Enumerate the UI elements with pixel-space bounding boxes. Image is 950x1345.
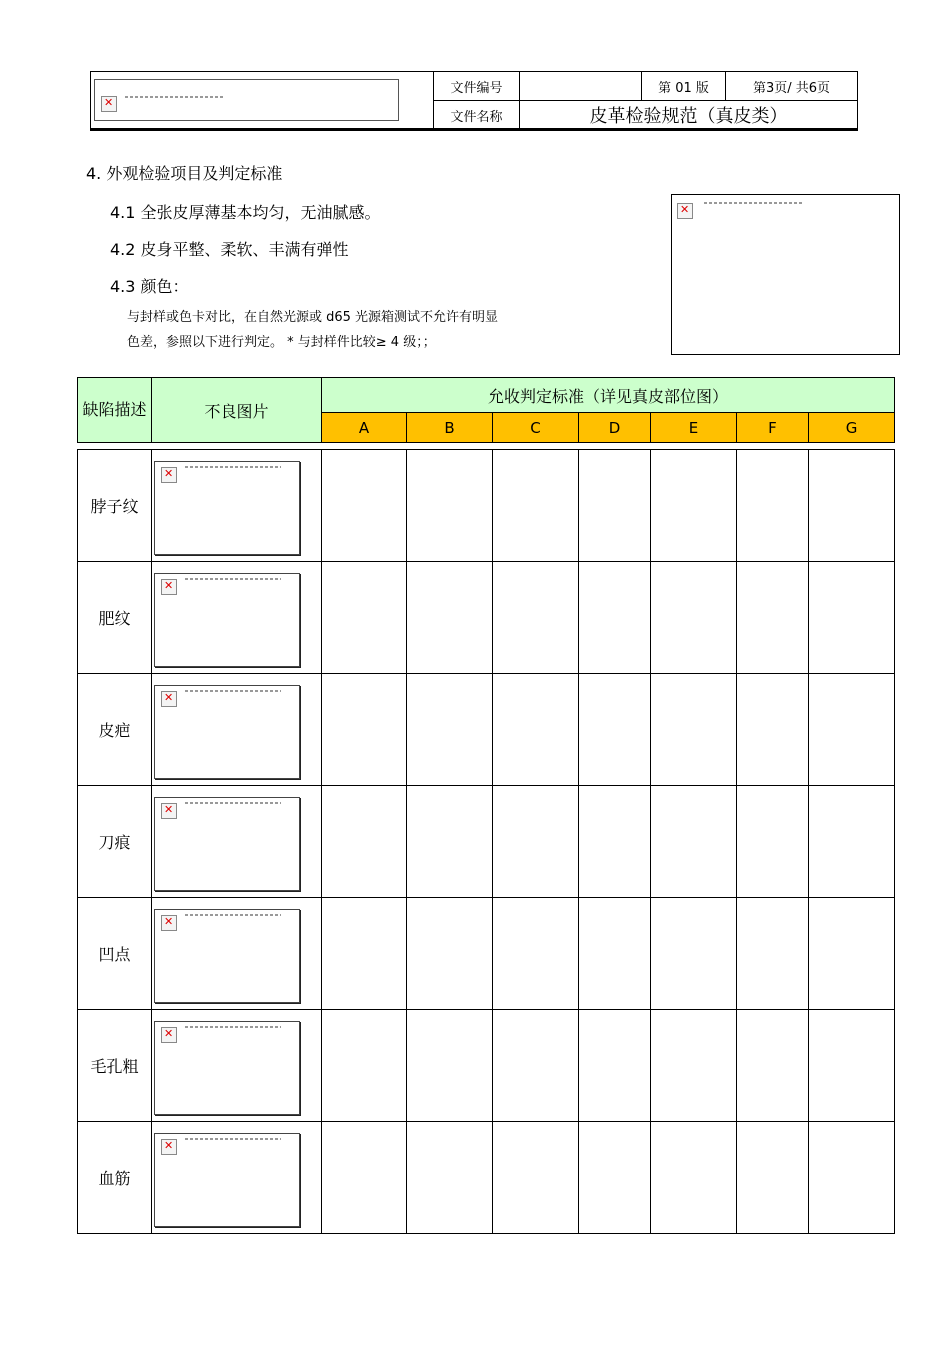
table-row	[78, 450, 895, 562]
defect-photo-placeholder	[154, 461, 300, 555]
table-row	[78, 674, 895, 786]
broken-image-icon	[677, 203, 693, 219]
defect-photo-cell	[152, 450, 322, 562]
broken-image-icon	[161, 803, 177, 819]
grade-g: G	[809, 413, 895, 443]
defect-name: 血筋	[78, 1122, 152, 1234]
defect-photo-placeholder	[154, 573, 300, 667]
header-defect: 缺陷描述	[78, 378, 152, 443]
grade-f: F	[737, 413, 809, 443]
broken-image-icon	[161, 691, 177, 707]
item-4-3: 4.3 颜色：	[110, 277, 189, 296]
defect-name: 凹点	[78, 898, 152, 1010]
table-row	[78, 786, 895, 898]
defect-name: 皮疤	[78, 674, 152, 786]
grade-a: A	[322, 413, 407, 443]
table-row	[78, 1010, 895, 1122]
grade-e: E	[651, 413, 737, 443]
reference-image-placeholder	[671, 194, 900, 355]
image-caption-placeholder	[704, 202, 804, 204]
defect-photo-cell	[152, 1010, 322, 1122]
doc-no-label: 文件编号	[450, 80, 503, 96]
header-photo: 不良图片	[152, 378, 322, 443]
defect-photo-cell	[152, 898, 322, 1010]
document-header	[90, 71, 858, 131]
item-4-1: 4.1 全张皮厚薄基本均匀，无油腻感。	[110, 203, 381, 222]
grade-d: D	[579, 413, 651, 443]
defect-photo-placeholder	[154, 1021, 300, 1115]
item-4-2: 4.2 皮身平整、柔软、丰满有弹性	[110, 240, 349, 259]
defect-name: 刀痕	[78, 786, 152, 898]
table-row	[78, 562, 895, 674]
broken-image-icon	[161, 1027, 177, 1043]
logo-placeholder	[94, 79, 399, 121]
defect-photo-cell	[152, 674, 322, 786]
defect-photo-placeholder	[154, 909, 300, 1003]
defect-photo-placeholder	[154, 797, 300, 891]
doc-name-label: 文件名称	[450, 109, 503, 125]
color-note-line1: 与封样或色卡对比，在自然光源或 d65 光源箱测试不允许有明显	[127, 310, 499, 325]
grade-b: B	[407, 413, 493, 443]
table-row	[78, 898, 895, 1010]
grade-c: C	[493, 413, 579, 443]
defect-name: 毛孔粗	[78, 1010, 152, 1122]
defect-photo-cell	[152, 1122, 322, 1234]
defect-name: 肥纹	[78, 562, 152, 674]
table-row	[78, 1122, 895, 1234]
defect-name: 脖子纹	[78, 450, 152, 562]
defect-photo-placeholder	[154, 1133, 300, 1227]
broken-image-icon	[101, 96, 117, 112]
image-caption-placeholder	[125, 96, 225, 98]
inspection-table	[77, 377, 895, 1234]
broken-image-icon	[161, 467, 177, 483]
defect-photo-placeholder	[154, 685, 300, 779]
doc-name: 皮革检验规范（真皮类）	[589, 106, 788, 127]
logo-cell	[91, 72, 434, 129]
header-standard: 允收判定标准（详见真皮部位图）	[322, 378, 895, 413]
defect-photo-cell	[152, 786, 322, 898]
page-indicator: 第3页/ 共6页	[752, 80, 831, 96]
doc-no-value	[520, 72, 641, 100]
section-title: 4. 外观检验项目及判定标准	[86, 164, 283, 183]
broken-image-icon	[161, 1139, 177, 1155]
broken-image-icon	[161, 579, 177, 595]
broken-image-icon	[161, 915, 177, 931]
defect-photo-cell	[152, 562, 322, 674]
color-note-line2: 色差，参照以下进行判定。 * 与封样件比较≥ 4 级；；	[127, 335, 436, 350]
version-label: 第 01 版	[658, 80, 709, 96]
